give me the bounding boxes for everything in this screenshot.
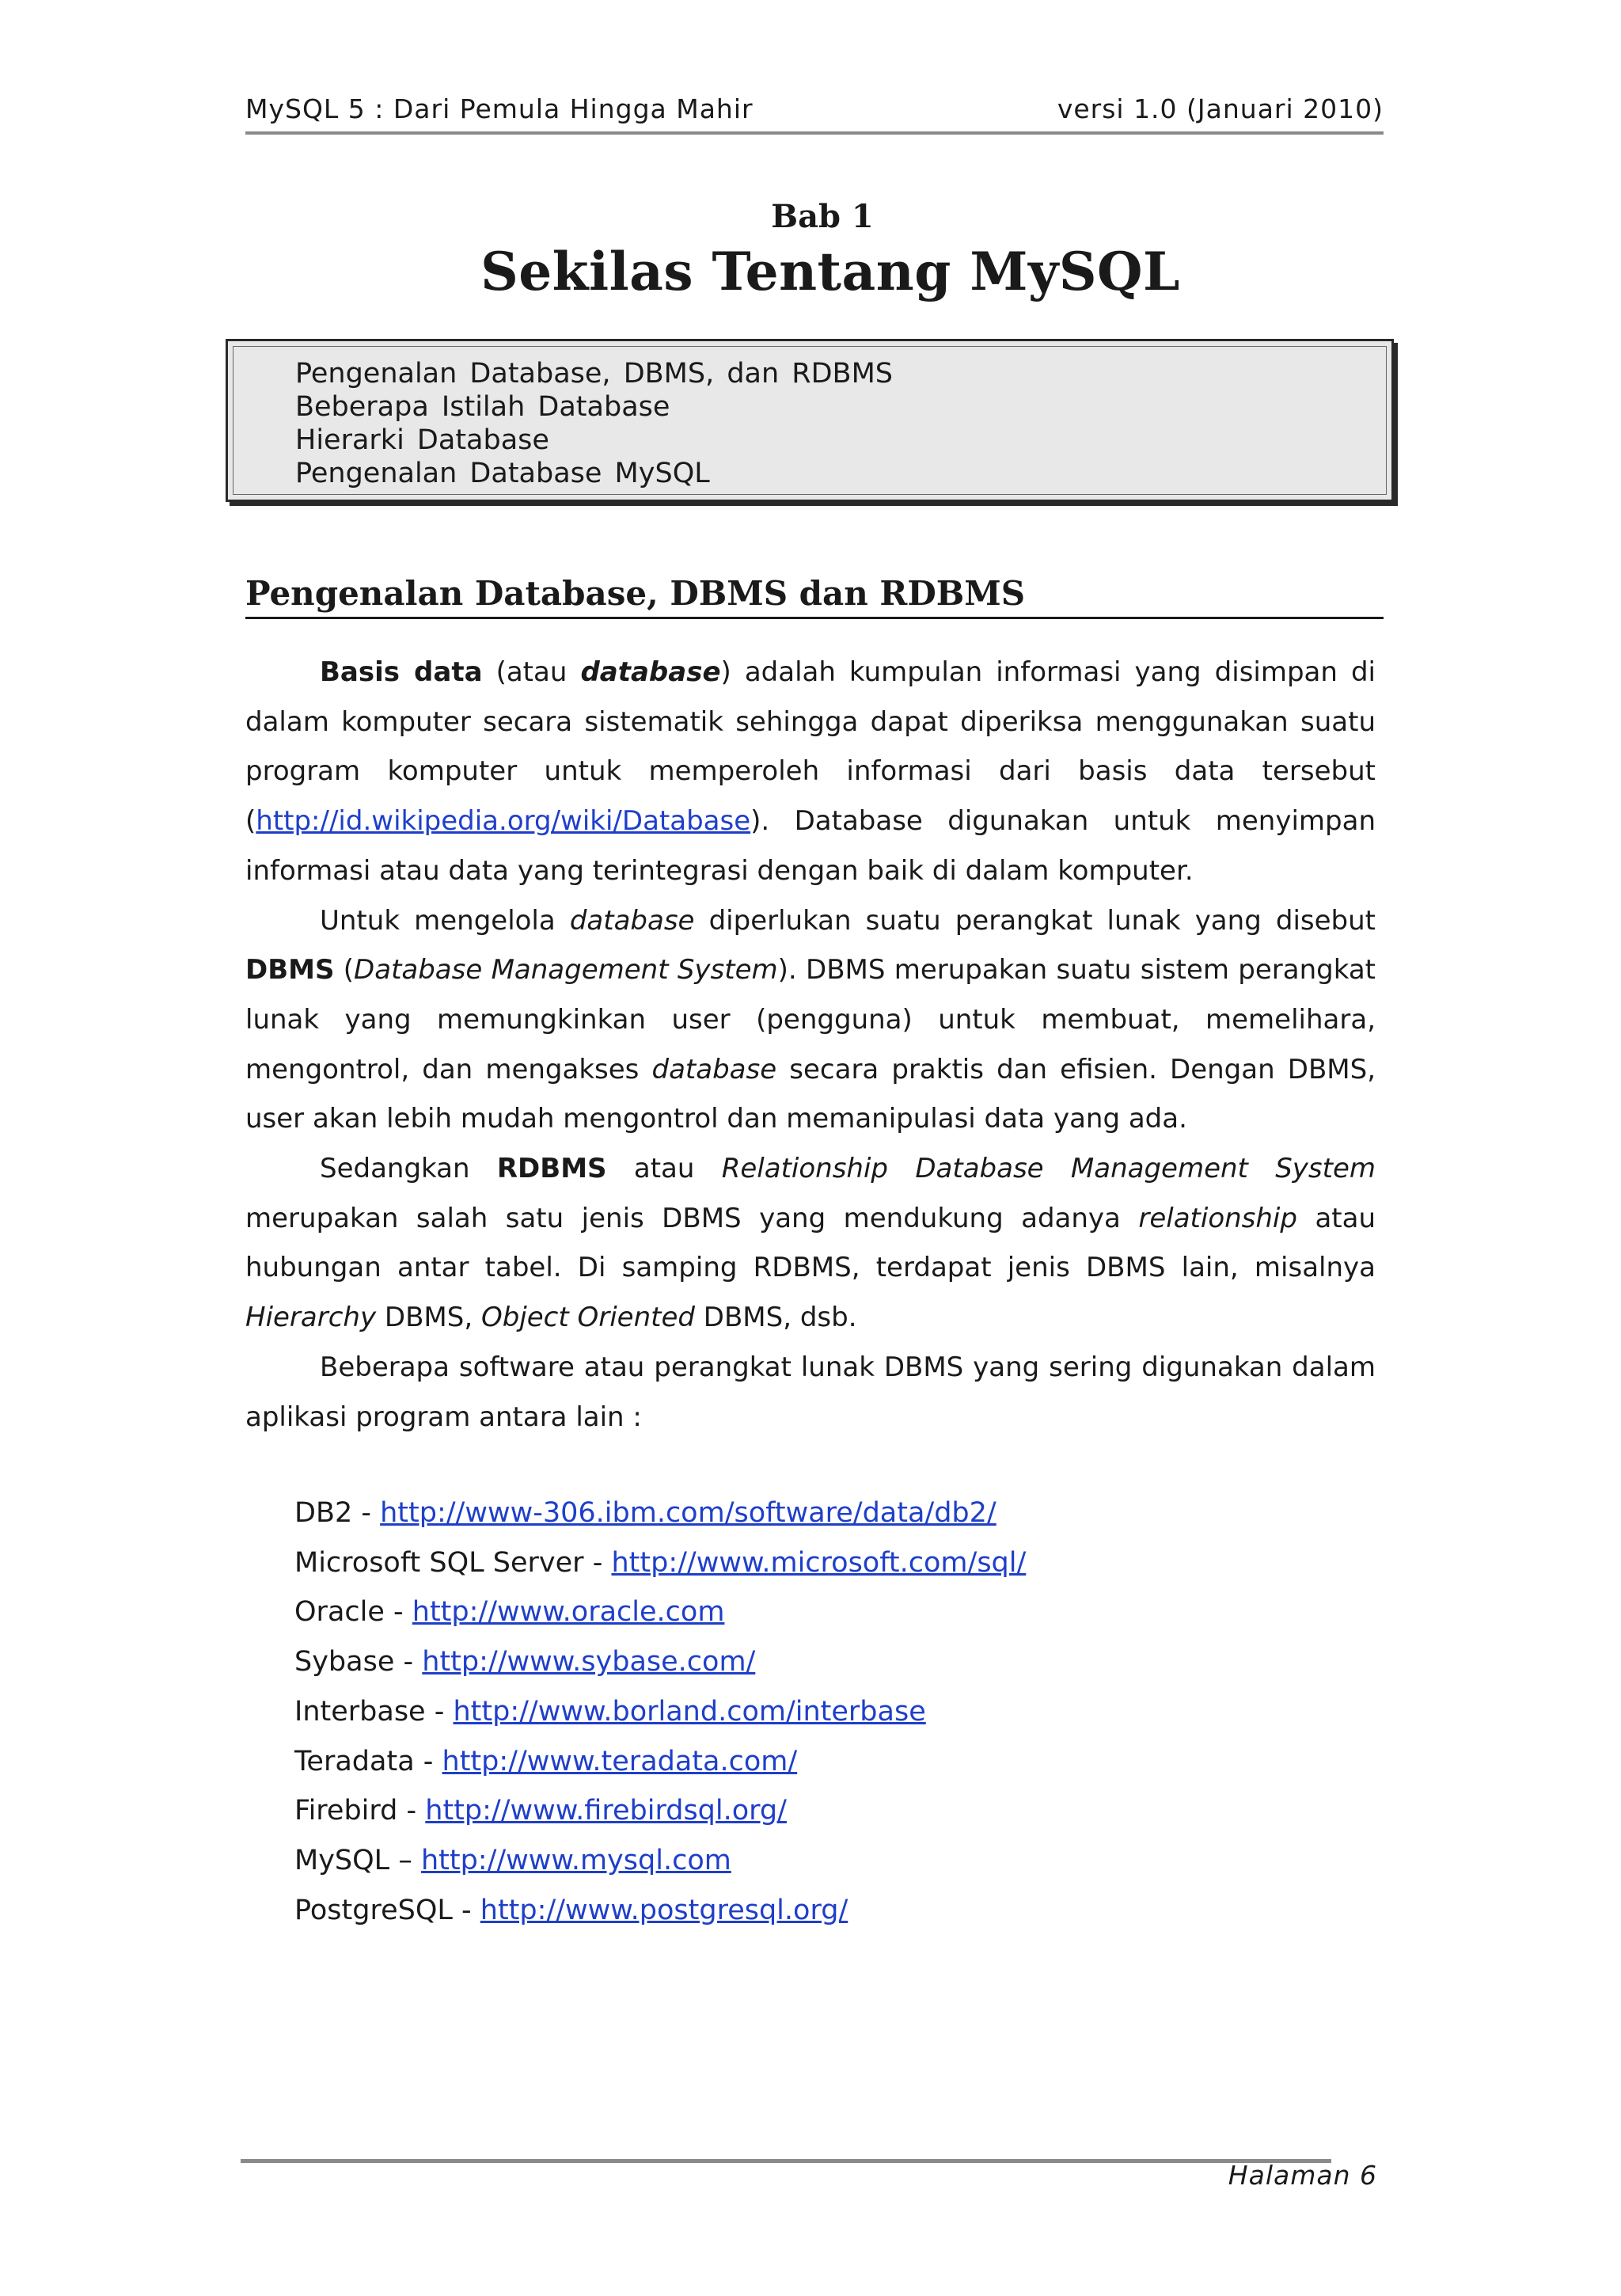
italic-term: Relationship Database Management System bbox=[721, 1153, 1376, 1185]
paragraph-text: Sedangkan bbox=[320, 1153, 470, 1185]
term-dbms: DBMS bbox=[245, 954, 335, 986]
italic-term: Database Management System bbox=[354, 954, 778, 986]
paragraph-dbms bbox=[245, 896, 1376, 1145]
paragraph-text: DBMS, bbox=[384, 1302, 473, 1334]
separator: - bbox=[583, 1546, 612, 1579]
paragraph-text: DBMS, dsb. bbox=[703, 1302, 857, 1334]
separator: - bbox=[394, 1646, 423, 1678]
paragraph-software-intro: Beberapa software atau perangkat lunak DBMS yang sering digunakan dalam aplikasi program antara lain : bbox=[245, 1351, 1376, 1433]
software-link[interactable]: http://www.mysql.com bbox=[420, 1844, 731, 1876]
wikipedia-link[interactable]: http://id.wikipedia.org/wiki/Database bbox=[256, 805, 751, 838]
italic-term: relationship bbox=[1138, 1202, 1297, 1234]
contents-item: Pengenalan Database MySQL bbox=[295, 458, 710, 489]
software-name: PostgreSQL bbox=[294, 1894, 453, 1926]
list-item bbox=[294, 1786, 1026, 1836]
software-link[interactable]: http://www-306.ibm.com/software/data/db2/ bbox=[380, 1497, 997, 1529]
italic-term: database bbox=[569, 904, 695, 937]
version-label: versi 1.0 (Januari 2010) bbox=[1057, 93, 1384, 124]
section-heading: Pengenalan Database, DBMS dan RDBMS bbox=[245, 568, 1384, 619]
paragraph-text: secara praktis dan efisien. Dengan DBMS, user akan lebih mudah mengontrol dan memanipulasi data yang ada. bbox=[245, 1053, 1376, 1135]
separator: – bbox=[389, 1844, 421, 1876]
software-name: Teradata bbox=[294, 1745, 415, 1777]
contents-item: Hierarki Database bbox=[295, 424, 549, 456]
software-name: Interbase bbox=[294, 1695, 426, 1728]
paragraph-text: ( bbox=[343, 954, 355, 986]
software-name: DB2 bbox=[294, 1497, 353, 1529]
separator: - bbox=[384, 1596, 412, 1629]
software-link[interactable]: http://www.oracle.com bbox=[412, 1596, 725, 1629]
paragraph-text: diperlukan suatu perangkat lunak yang disebut bbox=[708, 904, 1376, 937]
body-text bbox=[245, 648, 1376, 1442]
software-name: Firebird bbox=[294, 1795, 398, 1827]
footer-divider bbox=[241, 2159, 1331, 2163]
separator: - bbox=[452, 1894, 480, 1926]
paragraph-text: ) adalah kumpulan informasi yang disimpan di dalam komputer secara sistematik sehingga dapat diperiksa menggunakan suatu program komputer untuk memperoleh informasi dari basis data tersebut ( bbox=[245, 656, 1376, 838]
contents-item: Pengenalan Database, DBMS, dan RDBMS bbox=[295, 358, 893, 390]
chapter-contents-box bbox=[226, 339, 1394, 502]
software-link[interactable]: http://www.firebirdsql.org/ bbox=[425, 1795, 787, 1827]
software-link[interactable]: http://www.borland.com/interbase bbox=[453, 1695, 926, 1728]
paragraph-text: merupakan salah satu jenis DBMS yang mendukung adanya bbox=[245, 1202, 1121, 1234]
paragraph-text: ). Database digunakan untuk menyimpan informasi atau data yang terintegrasi dengan baik di dalam komputer. bbox=[245, 805, 1376, 887]
paragraph-text: atau hubungan antar tabel. Di samping RDBMS, terdapat jenis DBMS lain, misalnya bbox=[245, 1202, 1376, 1284]
book-title: MySQL 5 : Dari Pemula Hingga Mahir bbox=[245, 93, 754, 124]
list-item bbox=[294, 1538, 1026, 1588]
paragraph-text: atau bbox=[633, 1153, 695, 1185]
italic-term: database bbox=[651, 1053, 777, 1085]
running-header bbox=[245, 89, 1384, 135]
chapter-number: Bab 1 bbox=[771, 198, 874, 235]
page-number: Halaman 6 bbox=[1228, 2160, 1377, 2191]
list-item bbox=[294, 1737, 1026, 1787]
paragraph-text: ). DBMS merupakan suatu sistem perangkat lunak yang memungkinkan user (pengguna) untuk membuat, memelihara, mengontrol, dan mengakses bbox=[245, 954, 1376, 1085]
separator: - bbox=[425, 1695, 454, 1728]
software-name: Oracle bbox=[294, 1596, 385, 1629]
chapter-title: Sekilas Tentang MySQL bbox=[480, 241, 1180, 302]
dbms-software-list bbox=[294, 1488, 1026, 1935]
software-name: Microsoft SQL Server bbox=[294, 1546, 584, 1579]
list-item bbox=[294, 1836, 1026, 1886]
paragraph-text: Untuk mengelola bbox=[320, 904, 556, 937]
list-item bbox=[294, 1687, 1026, 1737]
separator: - bbox=[397, 1795, 426, 1827]
term-database: database bbox=[580, 656, 721, 688]
software-link[interactable]: http://www.postgresql.org/ bbox=[480, 1894, 848, 1926]
list-item bbox=[294, 1637, 1026, 1687]
term-rdbms: RDBMS bbox=[496, 1153, 607, 1185]
contents-item: Beberapa Istilah Database bbox=[295, 391, 670, 423]
term-basis-data: Basis data bbox=[320, 656, 483, 688]
software-link[interactable]: http://www.teradata.com/ bbox=[442, 1745, 798, 1777]
paragraph-basis-data bbox=[245, 648, 1376, 896]
paragraph-rdbms bbox=[245, 1144, 1376, 1343]
software-name: MySQL bbox=[294, 1844, 390, 1876]
separator: - bbox=[414, 1745, 442, 1777]
list-item bbox=[294, 1886, 1026, 1936]
paragraph-text: (atau bbox=[495, 656, 568, 688]
separator: - bbox=[352, 1497, 381, 1529]
list-item bbox=[294, 1587, 1026, 1637]
software-name: Sybase bbox=[294, 1646, 395, 1678]
software-link[interactable]: http://www.microsoft.com/sql/ bbox=[611, 1546, 1027, 1579]
italic-term: Hierarchy bbox=[245, 1302, 377, 1334]
list-item bbox=[294, 1488, 1026, 1538]
italic-term: Object Oriented bbox=[480, 1302, 695, 1334]
software-link[interactable]: http://www.sybase.com/ bbox=[422, 1646, 756, 1678]
